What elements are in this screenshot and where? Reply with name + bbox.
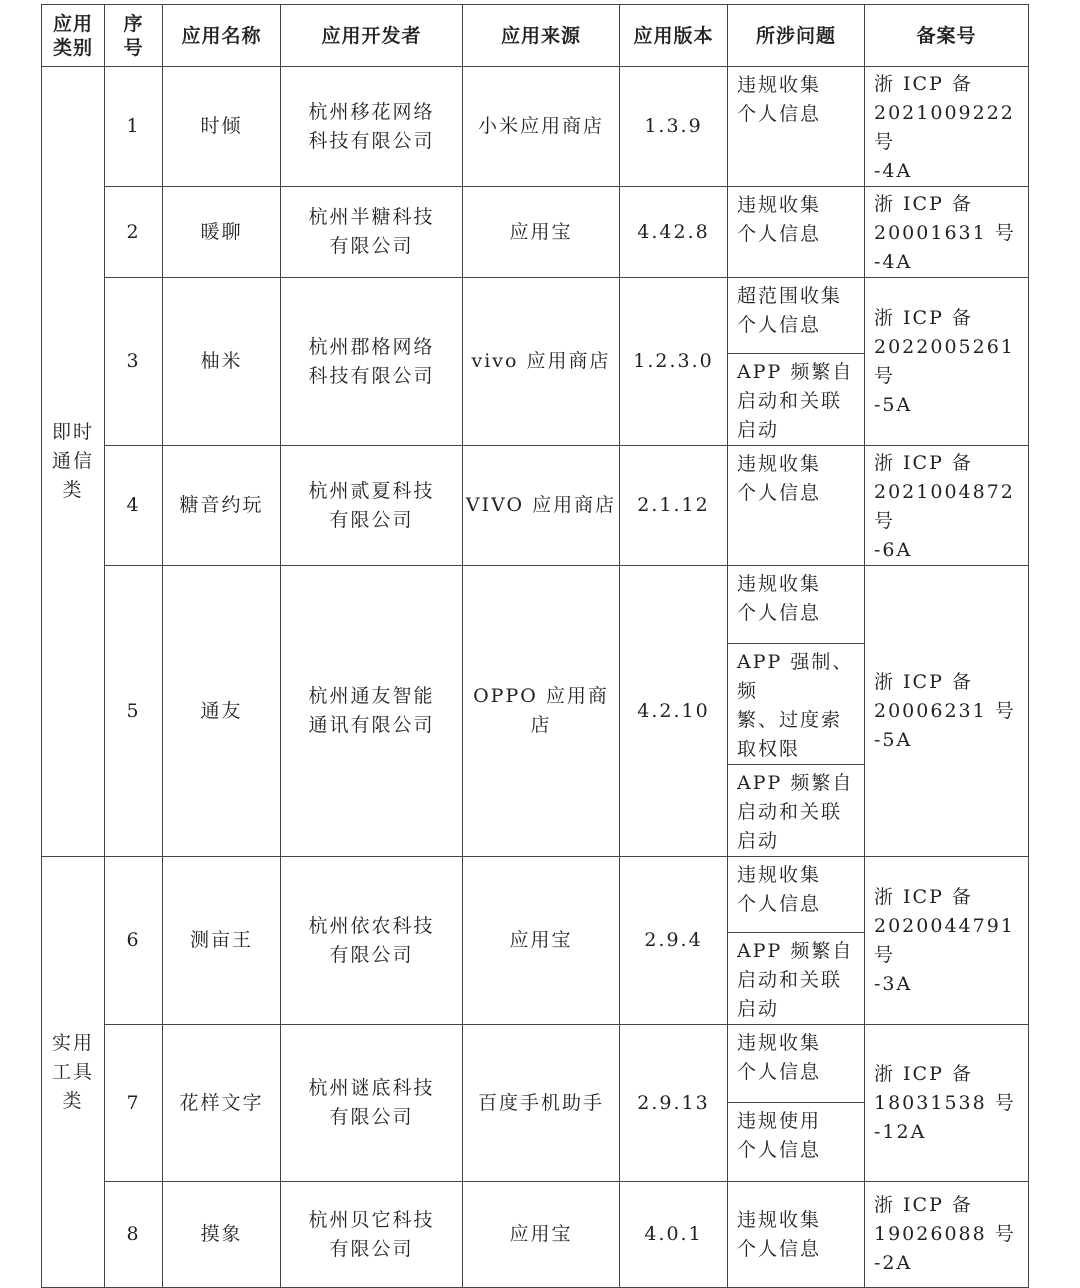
source-cell: vivo 应用商店 — [463, 278, 620, 446]
version-cell: 4.42.8 — [620, 187, 728, 278]
app-name-cell: 花样文字 — [163, 1025, 281, 1182]
icp-cell: 浙 ICP 备 19026088 号 -2A — [865, 1182, 1029, 1288]
issue-cell: 违规使用 个人信息 — [728, 1103, 865, 1182]
index-cell: 7 — [105, 1025, 163, 1182]
version-cell: 4.0.1 — [620, 1182, 728, 1288]
issue-cell: APP 频繁自 启动和关联 启动 — [728, 765, 865, 857]
source-cell: OPPO 应用商店 — [463, 566, 620, 857]
table-row — [42, 278, 1029, 354]
developer-cell: 杭州郡格网络 科技有限公司 — [281, 278, 463, 446]
app-name-cell: 柚米 — [163, 278, 281, 446]
source-cell: 小米应用商店 — [463, 67, 620, 187]
version-cell: 2.9.4 — [620, 857, 728, 1025]
table-row — [42, 857, 1029, 933]
issue-cell: 违规收集 个人信息 — [728, 187, 865, 278]
header-index: 序 号 — [105, 5, 163, 67]
issue-cell: 违规收集 个人信息 — [728, 566, 865, 644]
table-row — [42, 187, 1029, 278]
icp-cell: 浙 ICP 备 2022005261 号 -5A — [865, 278, 1029, 446]
app-violation-table — [41, 4, 1029, 1288]
developer-cell: 杭州移花网络 科技有限公司 — [281, 67, 463, 187]
issue-cell: APP 频繁自 启动和关联 启动 — [728, 933, 865, 1025]
header-version: 应用版本 — [620, 5, 728, 67]
index-cell: 5 — [105, 566, 163, 857]
index-cell: 4 — [105, 446, 163, 566]
header-row — [42, 5, 1029, 67]
source-cell: 百度手机助手 — [463, 1025, 620, 1182]
category-cell: 即时 通信 类 — [42, 67, 105, 857]
app-name-cell: 时倾 — [163, 67, 281, 187]
header-developer: 应用开发者 — [281, 5, 463, 67]
category-cell: 实用 工具 类 — [42, 857, 105, 1288]
table-row — [42, 1025, 1029, 1103]
issue-cell: 违规收集 个人信息 — [728, 1182, 865, 1288]
version-cell: 2.1.12 — [620, 446, 728, 566]
header-name: 应用名称 — [163, 5, 281, 67]
header-icp: 备案号 — [865, 5, 1029, 67]
table-row — [42, 566, 1029, 644]
icp-cell: 浙 ICP 备 20001631 号 -4A — [865, 187, 1029, 278]
source-cell: VIVO 应用商店 — [463, 446, 620, 566]
issue-cell: 超范围收集 个人信息 — [728, 278, 865, 354]
version-cell: 1.2.3.0 — [620, 278, 728, 446]
version-cell: 4.2.10 — [620, 566, 728, 857]
source-cell: 应用宝 — [463, 1182, 620, 1288]
issue-cell: APP 频繁自 启动和关联 启动 — [728, 354, 865, 446]
icp-cell: 浙 ICP 备 20006231 号 -5A — [865, 566, 1029, 857]
issue-cell: 违规收集 个人信息 — [728, 1025, 865, 1103]
developer-cell: 杭州通友智能 通讯有限公司 — [281, 566, 463, 857]
source-cell: 应用宝 — [463, 857, 620, 1025]
icp-cell: 浙 ICP 备 2021004872 号 -6A — [865, 446, 1029, 566]
app-name-cell: 糖音约玩 — [163, 446, 281, 566]
source-cell: 应用宝 — [463, 187, 620, 278]
header-category: 应用 类别 — [42, 5, 105, 67]
index-cell: 1 — [105, 67, 163, 187]
icp-cell: 浙 ICP 备 2021009222 号 -4A — [865, 67, 1029, 187]
index-cell: 3 — [105, 278, 163, 446]
issue-cell: APP 强制、频 繁、过度索 取权限 — [728, 644, 865, 765]
issue-cell: 违规收集 个人信息 — [728, 67, 865, 187]
issue-cell: 违规收集 个人信息 — [728, 446, 865, 566]
version-cell: 2.9.13 — [620, 1025, 728, 1182]
header-source: 应用来源 — [463, 5, 620, 67]
app-name-cell: 暖聊 — [163, 187, 281, 278]
developer-cell: 杭州谜底科技 有限公司 — [281, 1025, 463, 1182]
index-cell: 2 — [105, 187, 163, 278]
issue-cell: 违规收集 个人信息 — [728, 857, 865, 933]
app-name-cell: 摸象 — [163, 1182, 281, 1288]
index-cell: 6 — [105, 857, 163, 1025]
app-name-cell: 测亩王 — [163, 857, 281, 1025]
table-row — [42, 446, 1029, 566]
developer-cell: 杭州半糖科技 有限公司 — [281, 187, 463, 278]
icp-cell: 浙 ICP 备 2020044791 号 -3A — [865, 857, 1029, 1025]
developer-cell: 杭州依农科技 有限公司 — [281, 857, 463, 1025]
table-row — [42, 67, 1029, 187]
header-issues: 所涉问题 — [728, 5, 865, 67]
icp-cell: 浙 ICP 备 18031538 号 -12A — [865, 1025, 1029, 1182]
app-name-cell: 通友 — [163, 566, 281, 857]
version-cell: 1.3.9 — [620, 67, 728, 187]
index-cell: 8 — [105, 1182, 163, 1288]
developer-cell: 杭州贝它科技 有限公司 — [281, 1182, 463, 1288]
developer-cell: 杭州贰夏科技 有限公司 — [281, 446, 463, 566]
table-row — [42, 1182, 1029, 1288]
